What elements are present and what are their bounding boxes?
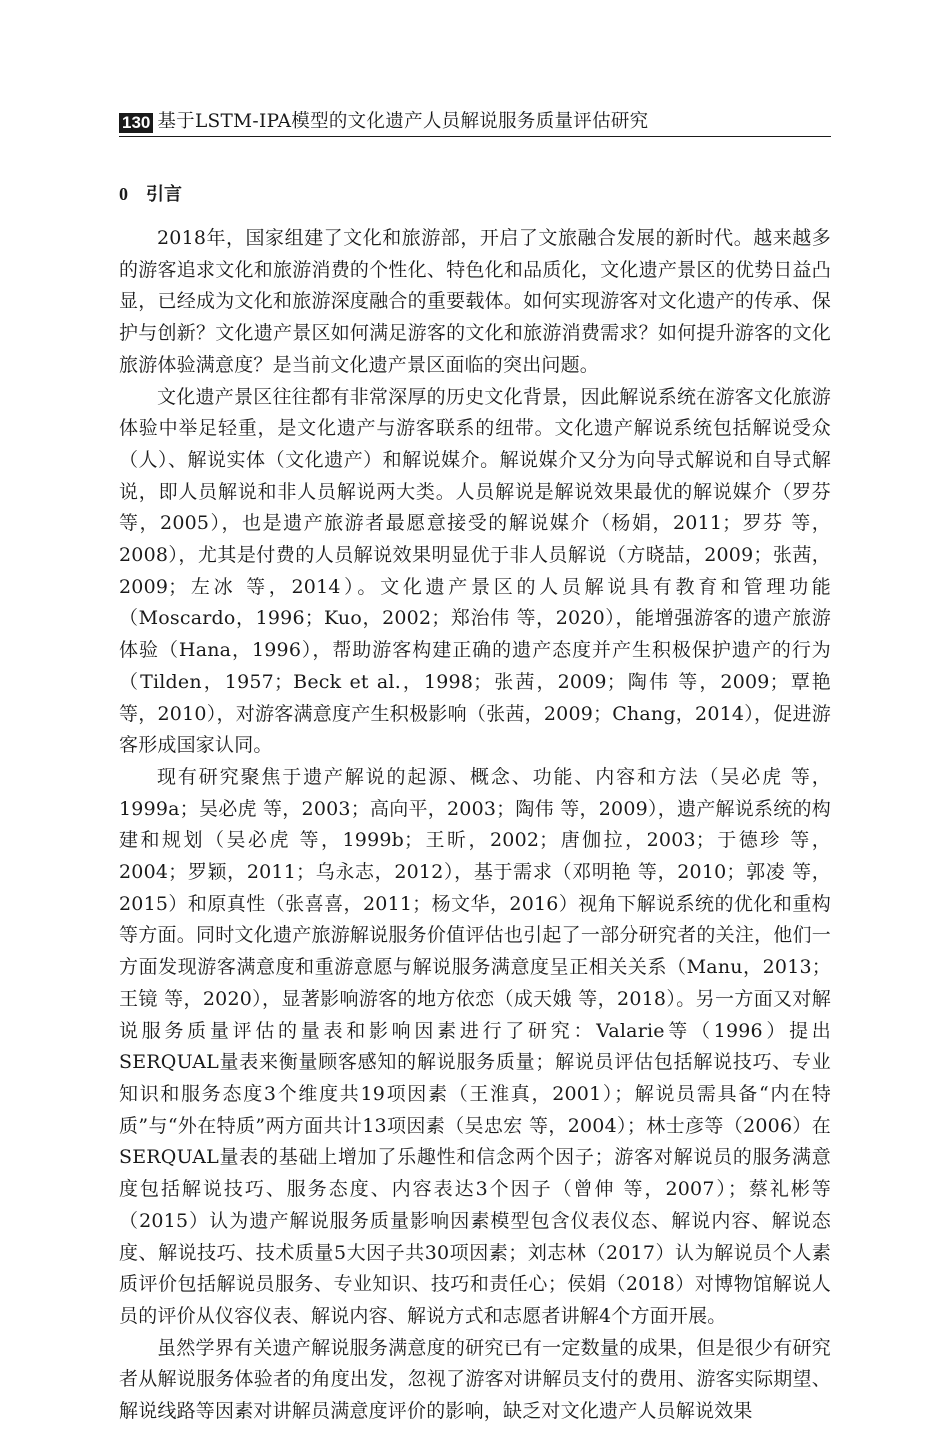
running-header [119, 107, 831, 137]
paragraph-4: 虽然学界有关遗产解说服务满意度的研究已有一定数量的成果，但是很少有研究者从解说服务体验者的角度出发，忽视了游客对讲解员支付的费用、游客实际期望、解说线路等因素对讲解员满意度评价的影响，缺乏对文化遗产人员解说效果 [119, 1336, 831, 1423]
paragraph-3: 现有研究聚焦于遗产解说的起源、概念、功能、内容和方法（吴必虎 等，1999a；吴必虎 等，2003；高向平，2003；陶伟 等，2009），遗产解说系统的构建和规划（吴必虎 等，1999b；王昕，2002；唐伽拉，2003；于德珍 等，2004；罗颖，2011；乌永志，2012），基于需求（邓明艳 等，2010；郭凌 等，2015）和原真性（张喜喜，2011；杨文华，2016）视角下解说系统的优化和重构等方面。同时文化遗产旅游解说服务价值评估也引起了一部分研究者的关注，他们一方面发现游客满意度和重游意愿与解说服务满意度呈正相关关系（Manu，2013；王镜 等，2020），显著影响游客的地方依恋（成天娥 等，2018）。另一方面又对解说服务质量评估的量表和影响因素进行了研究：Valarie等（1996）提出 SERQUAL量表来衡量顾客感知的解说服务质量；解说员评估包括解说技巧、专业知识和服务态度3个维度共19项因素（王淮真，2001）；解说员需具备“内在特质”与“外在特质”两方面共计13项因素（吴忠宏 等，2004）；林士彦等（2006）在SERQUAL量表的基础上增加了乐趣性和信念两个因子；游客对解说员的服务满意度包括解说技巧、服务态度、内容表达3个因子（曾伸 等，2007）；蔡礼彬等（2015）认为遗产解说服务质量影响因素模型包含仪表仪态、解说内容、解说态度、解说技巧、技术质量5大因子共30项因素；刘志林（2017）认为解说员个人素质评价包括解说员服务、专业知识、技巧和责任心；侯娟（2018）对博物馆解说人员的评价从仪容仪表、解说内容、解说方式和志愿者讲解4个方面开展。 [119, 765, 831, 1327]
section-heading [119, 180, 182, 206]
section-title-text: 引言 [146, 184, 182, 204]
paragraph-1: 2018年，国家组建了文化和旅游部，开启了文旅融合发展的新时代。越来越多的游客追求文化和旅游消费的个性化、特色化和品质化，文化遗产景区的优势日益凸显，已经成为文化和旅游深度融合的重要载体。如何实现游客对文化遗产的传承、保护与创新？文化遗产景区如何满足游客的文化和旅游消费需求？如何提升游客的文化旅游体验满意度？是当前文化遗产景区面临的突出问题。 [119, 227, 831, 376]
section-number: 0 [119, 184, 128, 204]
paragraph-2: 文化遗产景区往往都有非常深厚的历史文化背景，因此解说系统在游客文化旅游体验中举足轻重，是文化遗产与游客联系的纽带。文化遗产解说系统包括解说受众（人）、解说实体（文化遗产）和解说媒介。解说媒介又分为向导式解说和自导式解说，即人员解说和非人员解说两大类。人员解说是解说效果最优的解说媒介（罗芬 等，2005），也是遗产旅游者最愿意接受的解说媒介（杨娟，2011；罗芬 等，2008），尤其是付费的人员解说效果明显优于非人员解说（方晓喆，2009；张茜，2009；左冰 等，2014）。文化遗产景区的人员解说具有教育和管理功能（Moscardo，1996；Kuo，2002；郑治伟 等，2020），能增强游客的遗产旅游体验（Hana，1996），帮助游客构建正确的遗产态度并产生积极保护遗产的行为（Tilden，1957；Beck et al.，1998；张茜，2009；陶伟 等，2009；覃艳 等，2010），对游客满意度产生积极影响（张茜，2009；Chang，2014），促进游客形成国家认同。 [119, 385, 831, 757]
running-title: 基于LSTM-IPA模型的文化遗产人员解说服务质量评估研究 [157, 111, 649, 132]
page-number: 130 [119, 113, 153, 133]
body-text [119, 223, 831, 1428]
